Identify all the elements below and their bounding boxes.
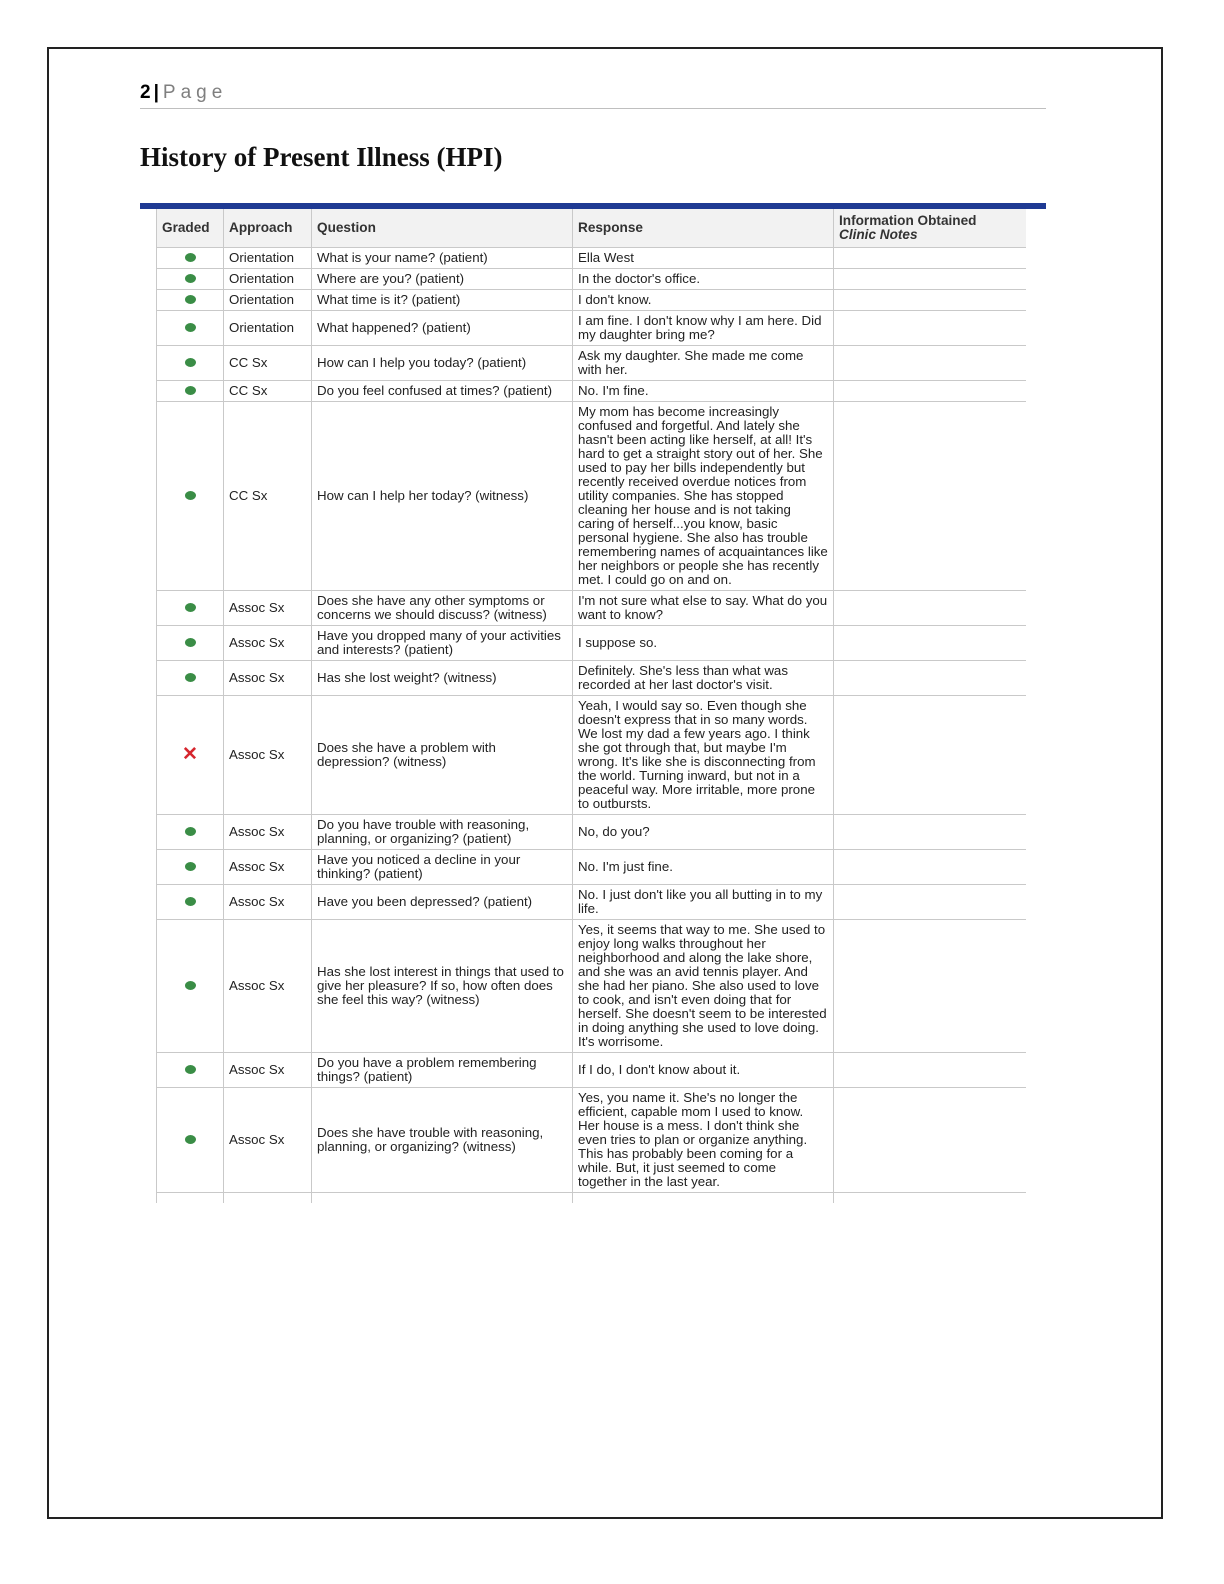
info-cell bbox=[834, 290, 1027, 311]
table-row bbox=[157, 346, 1027, 381]
table-row bbox=[157, 626, 1027, 661]
table-row bbox=[157, 381, 1027, 402]
question-cell: Does she have any other symptoms or concerns we should discuss? (witness) bbox=[312, 591, 573, 626]
graded-cell bbox=[157, 1053, 224, 1088]
approach-cell: CC Sx bbox=[224, 402, 312, 591]
approach-cell: Assoc Sx bbox=[224, 1088, 312, 1193]
column-header-info-label: Information Obtained bbox=[839, 213, 977, 228]
question-cell: Where are you? (patient) bbox=[312, 269, 573, 290]
question-cell: What is your name? (patient) bbox=[312, 248, 573, 269]
response-cell: Yes, it seems that way to me. She used to enjoy long walks throughout her neighborhood and along the lake shore, and she was an avid tennis player. And she had her piano. She also used to love to cook, and isn't even doing that for herself. She doesn't seem to be interested in doing anything she used to love doing. It's worrisome. bbox=[573, 920, 834, 1053]
graded-cell bbox=[157, 290, 224, 311]
empty-cell bbox=[157, 1193, 224, 1204]
approach-cell: CC Sx bbox=[224, 381, 312, 402]
question-cell: How can I help you today? (patient) bbox=[312, 346, 573, 381]
graded-dot-icon bbox=[185, 897, 196, 906]
approach-cell: Assoc Sx bbox=[224, 1053, 312, 1088]
graded-dot-icon bbox=[185, 491, 196, 500]
graded-cell bbox=[157, 311, 224, 346]
table-row bbox=[157, 1088, 1027, 1193]
approach-cell: Assoc Sx bbox=[224, 661, 312, 696]
approach-cell: Orientation bbox=[224, 290, 312, 311]
page-word: Page bbox=[162, 82, 228, 103]
table-row bbox=[157, 920, 1027, 1053]
graded-dot-icon bbox=[185, 638, 196, 647]
question-cell: Do you have a problem remembering things? (patient) bbox=[312, 1053, 573, 1088]
info-cell bbox=[834, 248, 1027, 269]
table-row bbox=[157, 269, 1027, 290]
question-cell: Has she lost weight? (witness) bbox=[312, 661, 573, 696]
info-cell bbox=[834, 1088, 1027, 1193]
graded-cell bbox=[157, 1088, 224, 1193]
approach-cell: Assoc Sx bbox=[224, 626, 312, 661]
approach-cell: Assoc Sx bbox=[224, 591, 312, 626]
info-cell bbox=[834, 696, 1027, 815]
response-cell: If I do, I don't know about it. bbox=[573, 1053, 834, 1088]
graded-dot-icon bbox=[185, 274, 196, 283]
table-row bbox=[157, 290, 1027, 311]
response-cell: I suppose so. bbox=[573, 626, 834, 661]
table-body bbox=[157, 248, 1027, 1204]
page-header bbox=[140, 82, 1046, 109]
graded-dot-icon bbox=[185, 1065, 196, 1074]
question-cell: Have you been depressed? (patient) bbox=[312, 885, 573, 920]
response-cell: Ask my daughter. She made me come with her. bbox=[573, 346, 834, 381]
table-row bbox=[157, 402, 1027, 591]
table-row bbox=[157, 815, 1027, 850]
graded-dot-icon bbox=[185, 981, 196, 990]
approach-cell: Assoc Sx bbox=[224, 885, 312, 920]
empty-cell bbox=[224, 1193, 312, 1204]
page-number: 2 bbox=[140, 82, 151, 103]
response-cell: I am fine. I don't know why I am here. Did my daughter bring me? bbox=[573, 311, 834, 346]
info-cell bbox=[834, 850, 1027, 885]
table-continuation-row bbox=[157, 1193, 1027, 1204]
empty-cell bbox=[834, 1193, 1027, 1204]
info-cell bbox=[834, 815, 1027, 850]
question-cell: How can I help her today? (witness) bbox=[312, 402, 573, 591]
empty-cell bbox=[573, 1193, 834, 1204]
graded-dot-icon bbox=[185, 323, 196, 332]
table-row bbox=[157, 248, 1027, 269]
info-cell bbox=[834, 269, 1027, 290]
graded-dot-icon bbox=[185, 295, 196, 304]
graded-cell bbox=[157, 850, 224, 885]
info-cell bbox=[834, 402, 1027, 591]
question-cell: What happened? (patient) bbox=[312, 311, 573, 346]
column-header-graded: Graded bbox=[157, 209, 224, 248]
table-row bbox=[157, 1053, 1027, 1088]
info-cell bbox=[834, 661, 1027, 696]
approach-cell: CC Sx bbox=[224, 346, 312, 381]
table-header-row bbox=[157, 209, 1027, 248]
graded-cell bbox=[157, 626, 224, 661]
graded-cell bbox=[157, 269, 224, 290]
response-cell: No. I just don't like you all butting in to my life. bbox=[573, 885, 834, 920]
approach-cell: Assoc Sx bbox=[224, 815, 312, 850]
graded-dot-icon bbox=[185, 386, 196, 395]
graded-cell bbox=[157, 885, 224, 920]
info-cell bbox=[834, 591, 1027, 626]
graded-dot-icon bbox=[185, 1135, 196, 1144]
response-cell: I'm not sure what else to say. What do you want to know? bbox=[573, 591, 834, 626]
graded-dot-icon bbox=[185, 862, 196, 871]
info-cell bbox=[834, 311, 1027, 346]
question-cell: Has she lost interest in things that used to give her pleasure? If so, how often does she feel this way? (witness) bbox=[312, 920, 573, 1053]
approach-cell: Assoc Sx bbox=[224, 696, 312, 815]
response-cell: Definitely. She's less than what was recorded at her last doctor's visit. bbox=[573, 661, 834, 696]
graded-cell bbox=[157, 381, 224, 402]
column-header-info bbox=[834, 209, 1027, 248]
graded-cell bbox=[157, 591, 224, 626]
table-row bbox=[157, 311, 1027, 346]
info-cell bbox=[834, 626, 1027, 661]
approach-cell: Assoc Sx bbox=[224, 920, 312, 1053]
graded-cell bbox=[157, 815, 224, 850]
question-cell: Does she have a problem with depression? (witness) bbox=[312, 696, 573, 815]
table-row bbox=[157, 696, 1027, 815]
question-cell: Do you have trouble with reasoning, planning, or organizing? (patient) bbox=[312, 815, 573, 850]
question-cell: Have you dropped many of your activities and interests? (patient) bbox=[312, 626, 573, 661]
approach-cell: Orientation bbox=[224, 269, 312, 290]
table-row bbox=[157, 661, 1027, 696]
response-cell: My mom has become increasingly confused and forgetful. And lately she hasn't been acting like herself, at all! It's hard to get a straight story out of her. She used to pay her bills independently but recently received overdue notices from utility companies. She has stopped cleaning her house and is not taking caring of herself...you know, basic personal hygiene. She also has trouble remembering names of acquaintances like her neighbors or people she has recently met. I could go on and on. bbox=[573, 402, 834, 591]
response-cell: No, do you? bbox=[573, 815, 834, 850]
response-cell: I don't know. bbox=[573, 290, 834, 311]
info-cell bbox=[834, 885, 1027, 920]
column-header-approach: Approach bbox=[224, 209, 312, 248]
header-separator: | bbox=[153, 82, 159, 103]
info-cell bbox=[834, 346, 1027, 381]
graded-cell bbox=[157, 402, 224, 591]
graded-cell bbox=[157, 248, 224, 269]
not-graded-cross-icon: ✕ bbox=[182, 743, 198, 765]
approach-cell: Assoc Sx bbox=[224, 850, 312, 885]
question-cell: Have you noticed a decline in your thinking? (patient) bbox=[312, 850, 573, 885]
graded-cell bbox=[157, 346, 224, 381]
table-row bbox=[157, 591, 1027, 626]
info-cell bbox=[834, 920, 1027, 1053]
graded-cell bbox=[157, 661, 224, 696]
table-row bbox=[157, 885, 1027, 920]
table-row bbox=[157, 850, 1027, 885]
question-cell: Does she have trouble with reasoning, planning, or organizing? (witness) bbox=[312, 1088, 573, 1193]
graded-cell bbox=[157, 696, 224, 815]
empty-cell bbox=[312, 1193, 573, 1204]
column-header-response: Response bbox=[573, 209, 834, 248]
document-title: History of Present Illness (HPI) bbox=[140, 142, 503, 172]
response-cell: In the doctor's office. bbox=[573, 269, 834, 290]
response-cell: No. I'm just fine. bbox=[573, 850, 834, 885]
graded-dot-icon bbox=[185, 827, 196, 836]
column-header-info-sublabel: Clinic Notes bbox=[839, 227, 918, 242]
graded-cell bbox=[157, 920, 224, 1053]
graded-dot-icon bbox=[185, 358, 196, 367]
question-cell: Do you feel confused at times? (patient) bbox=[312, 381, 573, 402]
info-cell bbox=[834, 1053, 1027, 1088]
graded-dot-icon bbox=[185, 673, 196, 682]
info-cell bbox=[834, 381, 1027, 402]
approach-cell: Orientation bbox=[224, 248, 312, 269]
graded-dot-icon bbox=[185, 603, 196, 612]
question-cell: What time is it? (patient) bbox=[312, 290, 573, 311]
hpi-table-container bbox=[156, 209, 1026, 1349]
response-cell: Ella West bbox=[573, 248, 834, 269]
response-cell: Yeah, I would say so. Even though she doesn't express that in so many words. We lost my dad a few years ago. I think she got through that, but maybe I'm wrong. It's like she is disconnecting from the world. Turning inward, but not in a peaceful way. More irritable, more prone to outbursts. bbox=[573, 696, 834, 815]
hpi-table bbox=[156, 209, 1026, 1203]
approach-cell: Orientation bbox=[224, 311, 312, 346]
column-header-question: Question bbox=[312, 209, 573, 248]
graded-dot-icon bbox=[185, 253, 196, 262]
response-cell: Yes, you name it. She's no longer the efficient, capable mom I used to know. Her house is a mess. I don't think she even tries to plan or organize anything. This has probably been coming for a while. But, it just seemed to come together in the last year. bbox=[573, 1088, 834, 1193]
response-cell: No. I'm fine. bbox=[573, 381, 834, 402]
